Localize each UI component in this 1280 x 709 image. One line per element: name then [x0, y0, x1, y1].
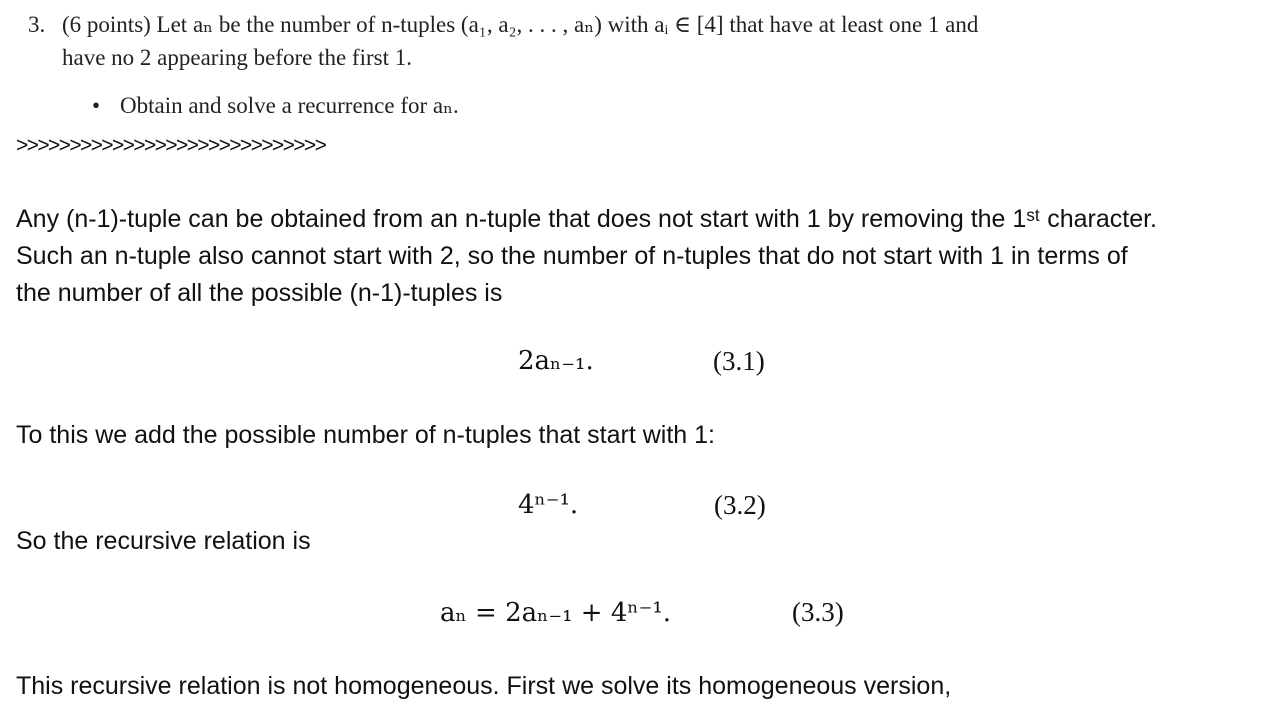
answer-paragraph-4: This recursive relation is not homogeneous. First we solve its homogeneous version, [16, 672, 952, 700]
answer-paragraph-3: So the recursive relation is [16, 527, 311, 555]
problem-bullet [92, 93, 459, 119]
answer-separator: >>>>>>>>>>>>>>>>>>>>>>>>>>>>> [16, 134, 326, 157]
equation-3-3: aₙ = 2aₙ₋₁ + 4ⁿ⁻¹. [440, 598, 672, 628]
equation-3-1: 2aₙ₋₁. [518, 346, 594, 376]
bullet-icon: • [92, 93, 101, 118]
problem-text-line-2: have no 2 appearing before the first 1. [62, 45, 412, 70]
problem-number: 3. [28, 12, 46, 37]
paragraph-1-line: Such an n-tuple also cannot start with 2, so the number of n-tuples that do not start with 1 in terms of [16, 242, 1128, 270]
equation-3-1-number: (3.1) [713, 346, 765, 376]
answer-paragraph-2: To this we add the possible number of n-tuples that start with 1: [16, 421, 715, 449]
paragraph-1-line: the number of all the possible (n-1)-tuples is [16, 279, 503, 307]
paragraph-1-line: Any (n-1)-tuple can be obtained from an n-tuple that does not start with 1 by removing the 1ˢᵗ character. [16, 205, 1158, 233]
problem-statement [28, 8, 1268, 74]
answer-paragraph-1 [16, 201, 1280, 312]
equation-3-2-number: (3.2) [714, 490, 766, 520]
equation-3-3-number: (3.3) [792, 597, 844, 627]
equation-3-2: 4ⁿ⁻¹. [518, 490, 579, 520]
problem-line-1 [28, 8, 1268, 41]
problem-text-line-1: (6 points) Let aₙ be the number of n-tuples (a₁, a₂, . . . , aₙ) with aᵢ ∈ [4] that have at least one 1 and [62, 12, 979, 37]
bullet-text: Obtain and solve a recurrence for aₙ. [120, 93, 459, 118]
